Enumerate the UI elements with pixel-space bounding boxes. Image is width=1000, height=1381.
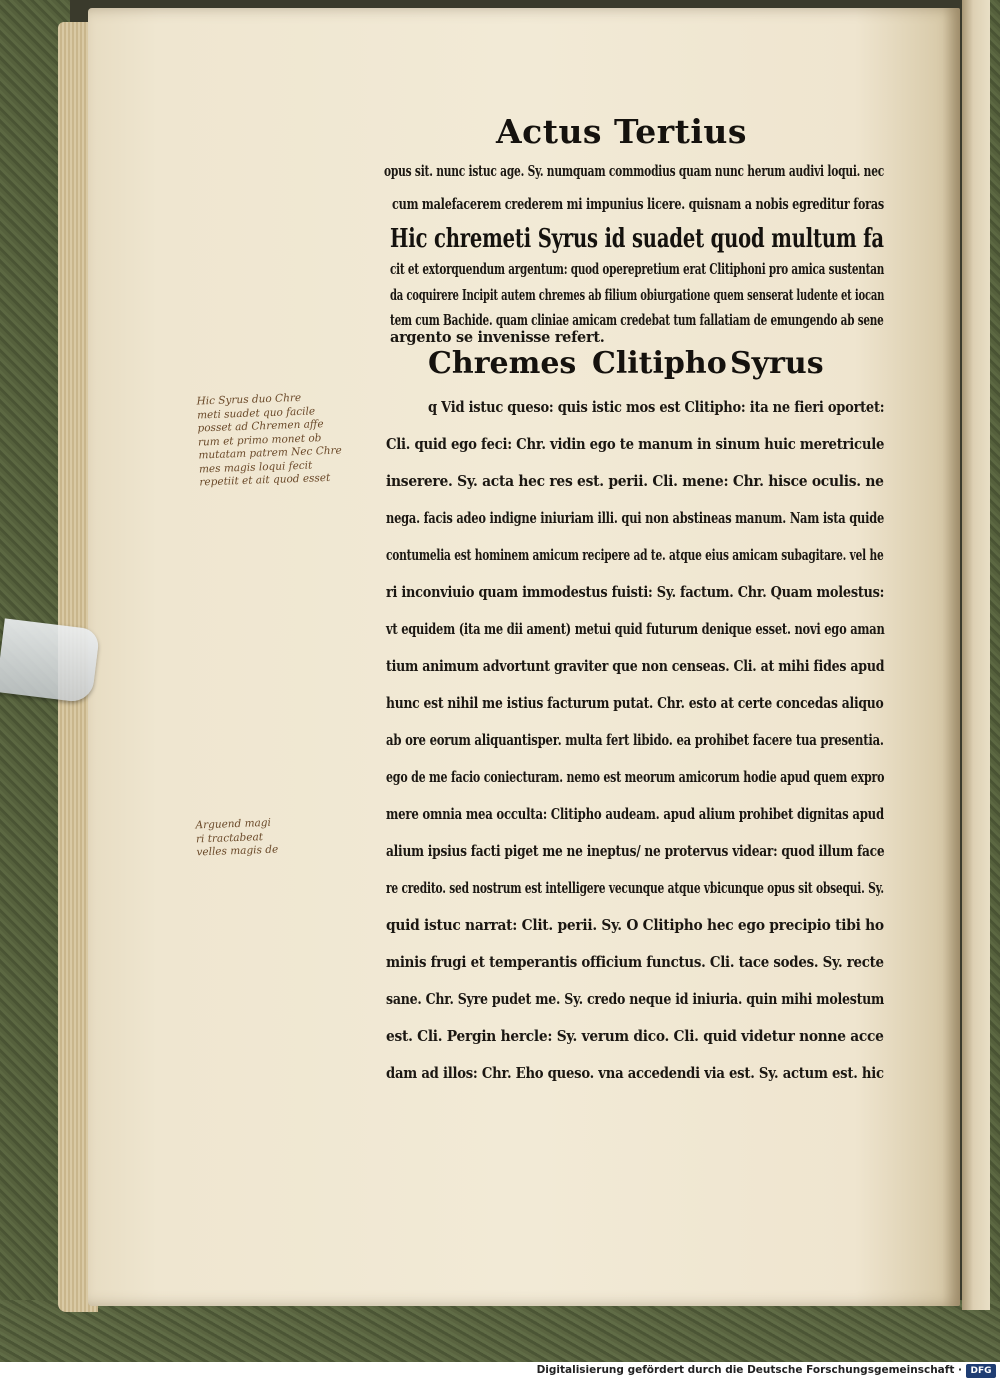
summary-line-5: tem cum Bachide. quam cliniae amicam credebat tum fallatiam de emungendo ab sene <box>390 312 884 329</box>
text-line: tium animum advortunt graviter que non censeas. Cli. at mihi fides apud <box>386 657 885 675</box>
text-line: alium ipsius facti piget me ne ineptus/ ne protervus videar: quod illum face <box>386 842 885 860</box>
speaker-syrus: Syrus <box>730 346 824 381</box>
funding-credit: Digitalisierung gefördert durch die Deutsche Forschungsgemeinschaft · <box>536 1364 962 1376</box>
text-line: minis frugi et temperantis officium functus. Cli. tace sodes. Sy. recte <box>386 953 884 971</box>
act-title: Actus Tertius <box>496 112 748 151</box>
text-line: inserere. Sy. acta hec res est. perii. Cli. mene: Chr. hisce oculis. ne <box>386 472 884 490</box>
summary-lead-line: Hic chremeti Syrus id suadet quod multum fa <box>390 224 884 254</box>
text-line: ab ore eorum aliquantisper. multa fert libido. ea prohibet facere tua presentia. <box>386 731 884 749</box>
text-line: hunc est nihil me istius facturum putat. Chr. esto at certe concedas aliquo <box>386 694 884 712</box>
text-line: ego de me facio coniecturam. nemo est meorum amicorum hodie apud quem expro <box>386 768 885 786</box>
text-line: mere omnia mea occulta: Clitipho audeam. apud alium prohibet dignitas apud <box>386 805 884 823</box>
text-line: re credito. sed nostrum est intelligere vecunque atque vbicunque opus sit obsequi. Sy. <box>386 879 884 897</box>
text-line: ri inconviuio quam immodestus fuisti: Sy. factum. Chr. Quam molestus: <box>386 583 885 601</box>
text-line: est. Cli. Pergin hercle: Sy. verum dico. Cli. quid videtur nonne acce <box>386 1027 884 1045</box>
text-line: dam ad illos: Chr. Eho queso. vna accedendi via est. Sy. actum est. hic <box>386 1064 884 1082</box>
page-clip <box>0 618 100 703</box>
summary-line-4: da coquirere Incipit autem chremes ab filium obiurgatione quem senserat ludente et iocan <box>390 287 885 304</box>
dfg-logo: DFG <box>966 1364 996 1378</box>
book-cover-bottom <box>0 1300 1000 1362</box>
summary-line-1: opus sit. nunc istuc age. Sy. numquam commodius quam nunc herum audivi loqui. nec <box>384 163 885 180</box>
facing-page <box>962 0 990 1310</box>
speaker-clitipho: Clitipho <box>592 346 727 381</box>
text-line: sane. Chr. Syre pudet me. Sy. credo neque id iniuria. quin mihi molestum <box>386 990 885 1008</box>
text-line: q Vid istuc queso: quis istic mos est Clitipho: ita ne fieri oportet: <box>428 398 885 416</box>
speaker-chremes: Chremes <box>428 346 577 381</box>
text-line: Cli. quid ego feci: Chr. vidin ego te manum in sinum huic meretricule <box>386 435 885 453</box>
summary-line-2: cum malefacerem crederem mi impunius licere. quisnam a nobis egreditur foras <box>392 196 885 213</box>
summary-line-3: cit et extorquendum argentum: quod operepretium erat Clitiphoni pro amica sustentan <box>390 261 885 278</box>
margin-note: Hic Syrus duo Chre meti suadet quo facile posset ad Chremen affe rum et primo monet ob mutatam patrem Nec Chre mes magis loqui fecit repetiit et ait quod esset <box>196 391 342 489</box>
text-line: contumelia est hominem amicum recipere ad te. atque eius amicam subagitare. vel he <box>386 546 884 564</box>
summary-line-6: argento se invenisse refert. <box>390 329 605 346</box>
text-line: nega. facis adeo indigne iniuriam illi. qui non abstineas manum. Nam ista quide <box>386 509 885 527</box>
margin-note: Arguend magi ri tractabeat velles magis de <box>195 816 279 859</box>
text-line: quid istuc narrat: Clit. perii. Sy. O Clitipho hec ego precipio tibi ho <box>386 916 884 934</box>
footer-bar <box>0 1362 1000 1381</box>
text-line: vt equidem (ita me dii ament) metui quid futurum denique esset. novi ego aman <box>386 620 885 638</box>
